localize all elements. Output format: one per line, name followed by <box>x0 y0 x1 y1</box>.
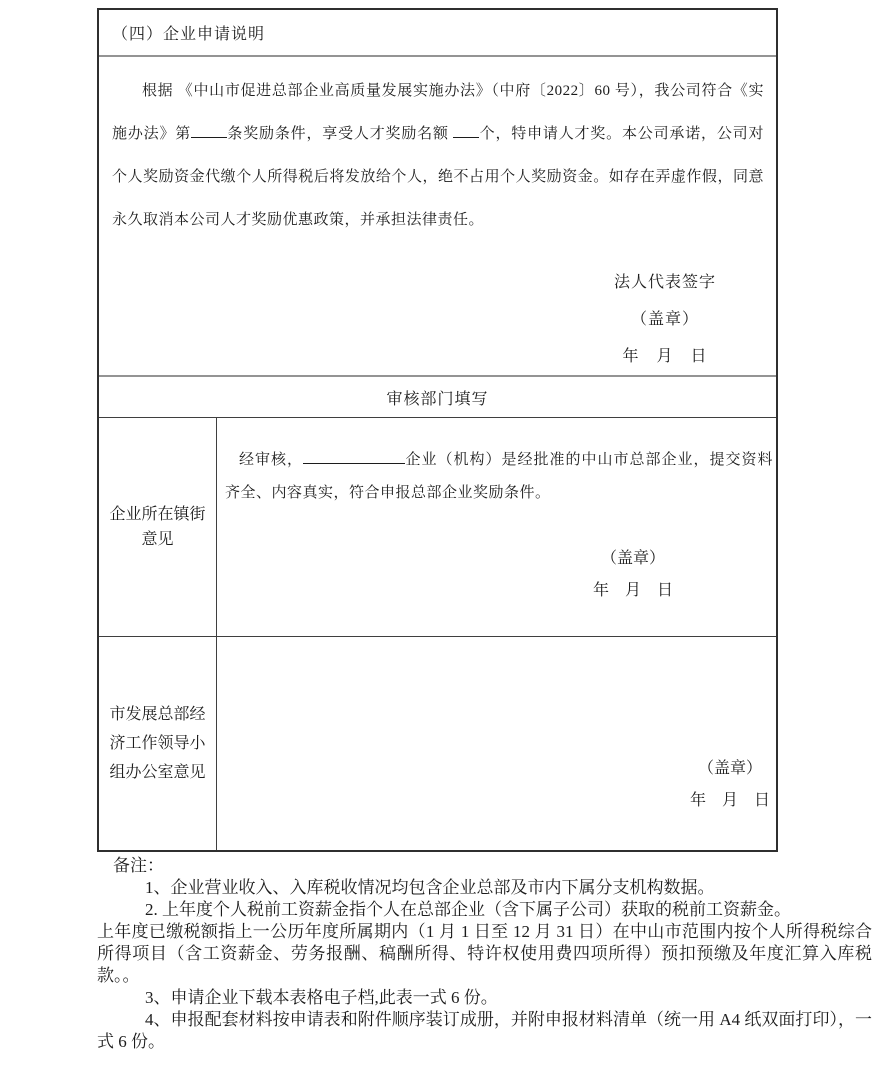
town-review-paragraph <box>225 444 773 510</box>
section-title-row <box>99 10 776 55</box>
notes-label: 备注： <box>113 856 164 875</box>
declaration-cell <box>99 55 776 375</box>
town-review-text-2: 企业（机构）是经批准的中山市总部企业，提交资料齐全、内容真实，符合申报总部企业奖励条件。 <box>225 452 773 501</box>
review-section-header-row <box>99 375 776 417</box>
declaration-text-2: 条奖励条件，享受人才奖励名额 <box>227 126 454 142</box>
note-item-1: 1、企业营业收入、入库税收情况均包含企业总部及市内下属分支机构数据。 <box>145 878 715 897</box>
note-item-2-continuation: 上年度已缴税额指上一公历年度所属期内（1 月 1 日至 12 月 31 日）在中山市范围内按个人所得税综合所得项目（含工资薪金、劳务报酬、稿酬所得、特许权使用费四项所得）预扣预缴及年度汇算入库税款。。 <box>97 922 872 985</box>
city-opinion-label-cell <box>99 637 217 850</box>
notes-section <box>97 855 872 1053</box>
application-form-table <box>97 8 778 852</box>
review-section-header: 审核部门填写 <box>386 390 489 408</box>
quota-count-blank <box>453 123 479 138</box>
city-label-line: 组办公室意见 <box>109 764 206 781</box>
city-stamp-label: （盖章） <box>697 760 762 777</box>
signature-label: 法人代表签字 <box>613 274 716 291</box>
note-item-4: 4、申报配套材料按申请表和附件顺序装订成册，并附申报材料清单（统一用 A4 纸双面打印），一式 6 份。 <box>97 1010 872 1051</box>
town-opinion-label-cell <box>99 418 217 636</box>
town-label-line: 企业所在镇街 <box>109 506 206 523</box>
declaration-paragraph <box>112 70 764 242</box>
town-review-text-1: 经审核， <box>239 452 303 468</box>
city-label-line: 市发展总部经 <box>109 706 206 723</box>
town-stamp-label: （盖章） <box>600 550 665 567</box>
declaration-text-3: 个，特申请人才奖。本公司承诺，公司对个人奖励资金代缴个人所得税后将发放给个人，绝不占用个人奖励资金。如存在弄虚作假，同意永久取消本公司人才奖励优惠政策，并承担法律责任。 <box>112 126 764 228</box>
signature-date-label: 年 月 日 <box>622 348 708 365</box>
company-name-blank <box>303 449 405 464</box>
note-item-3: 3、申请企业下载本表格电子档,此表一式 6 份。 <box>145 988 498 1007</box>
city-opinion-content-cell <box>217 637 776 850</box>
note-item-2: 2. 上年度个人税前工资薪金指个人在总部企业（含下属子公司）获取的税前工资薪金。 <box>145 900 791 919</box>
city-opinion-row <box>99 636 776 850</box>
town-opinion-row <box>99 417 776 636</box>
declaration-text-1: 根据 《中山市促进总部企业高质量发展实施办法》（中府〔2022〕60 号），我公司符合《实施办法》第 <box>112 83 764 142</box>
town-label-line: 意见 <box>141 531 174 548</box>
town-date-label: 年 月 日 <box>592 582 673 599</box>
city-stamp-block <box>690 753 770 817</box>
town-stamp-block <box>593 543 673 607</box>
legal-representative-signature-block <box>614 264 716 375</box>
clause-number-blank <box>191 123 227 138</box>
city-date-label: 年 月 日 <box>689 792 770 809</box>
signature-stamp-label: （盖章） <box>630 311 699 328</box>
city-label-line: 济工作领导小 <box>109 735 206 752</box>
town-opinion-content-cell <box>217 418 776 636</box>
section-title: （四）企业申请说明 <box>112 26 266 43</box>
